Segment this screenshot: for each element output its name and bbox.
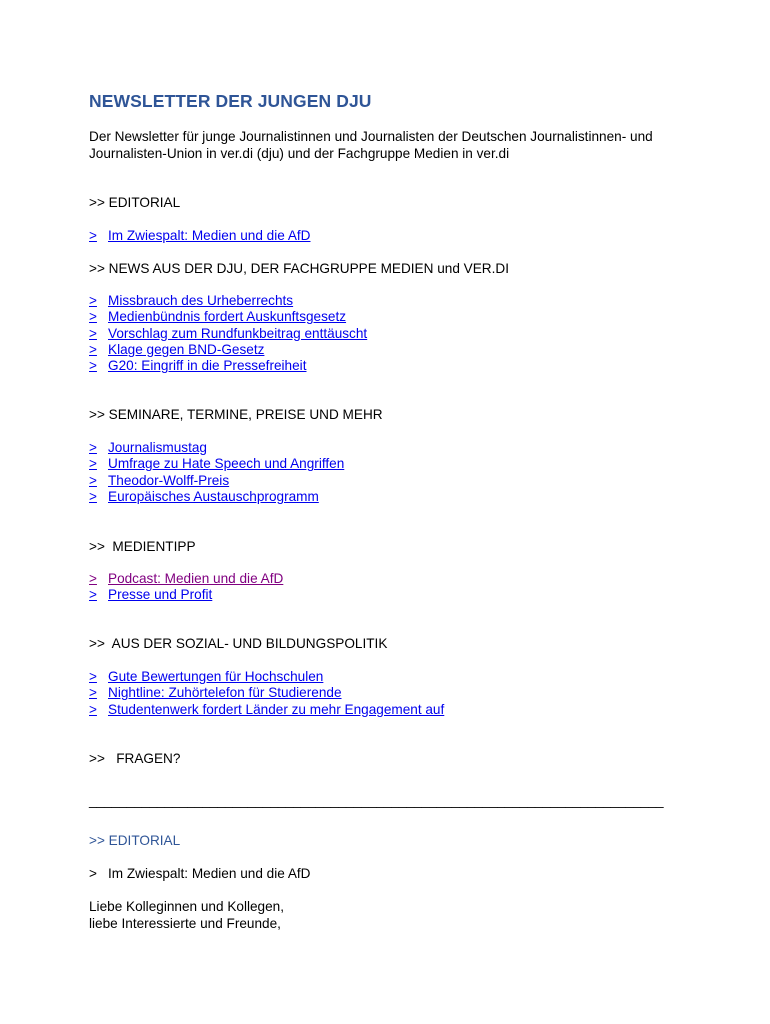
toc-heading-sozial: >> AUS DER SOZIAL- UND BILDUNGSPOLITIK [89, 636, 388, 651]
intro-line-1: Der Newsletter für junge Journalistinnen und Journalisten der Deutschen Journalistinnen- und [89, 129, 653, 144]
toc-link[interactable]: > Gute Bewertungen für Hochschulen [89, 669, 324, 684]
toc-heading-news: >> NEWS AUS DER DJU, DER FACHGRUPPE MEDIEN und VER.DI [89, 261, 509, 276]
toc-links-sozial [89, 669, 444, 718]
divider-line: ____________________________________________________________________________ [89, 793, 664, 808]
section-heading-editorial: >> EDITORIAL [89, 833, 181, 848]
toc-link-visited[interactable]: > Podcast: Medien und die AfD [89, 571, 284, 586]
toc-link[interactable]: > Medienbündnis fordert Auskunftsgesetz [89, 309, 347, 325]
newsletter-title: NEWSLETTER DER JUNGEN DJU [89, 91, 372, 111]
article-subheading: > Im Zwiespalt: Medien und die AfD [89, 866, 311, 881]
toc-link[interactable]: > Missbrauch des Urheberrechts [89, 293, 294, 308]
toc-heading-editorial: >> EDITORIAL [89, 195, 181, 210]
toc-link[interactable]: > Studentenwerk fordert Länder zu mehr Engagement auf [89, 701, 445, 717]
toc-links-seminare [89, 440, 344, 505]
toc-link[interactable]: > Europäisches Austauschprogramm [89, 488, 319, 504]
toc-links-medientipp [89, 571, 283, 604]
toc-link[interactable]: > Journalismustag [89, 440, 207, 455]
toc-heading-fragen: >> FRAGEN? [89, 751, 181, 766]
toc-link[interactable]: > Umfrage zu Hate Speech und Angriffen [89, 456, 345, 472]
toc-link[interactable]: > Presse und Profit [89, 587, 213, 603]
greeting-line-1: Liebe Kolleginnen und Kollegen, [89, 899, 285, 914]
toc-link[interactable]: > G20: Eingriff in die Pressefreiheit [89, 358, 307, 374]
intro-text [89, 128, 689, 162]
toc-links-news [89, 293, 367, 374]
toc-link[interactable]: > Klage gegen BND-Gesetz [89, 341, 265, 357]
toc-link[interactable]: > Theodor-Wolff-Preis [89, 472, 230, 488]
toc-link[interactable]: > Im Zwiespalt: Medien und die AfD [89, 228, 311, 243]
greeting-line-2: liebe Interessierte und Freunde, [89, 916, 281, 931]
editorial-greeting [89, 898, 284, 932]
toc-links-editorial [89, 228, 311, 244]
intro-line-2: Journalisten-Union in ver.di (dju) und der Fachgruppe Medien in ver.di [89, 146, 510, 161]
toc-link[interactable]: > Nightline: Zuhörtelefon für Studierende [89, 685, 342, 701]
toc-heading-seminare: >> SEMINARE, TERMINE, PREISE UND MEHR [89, 407, 383, 422]
toc-link[interactable]: > Vorschlag zum Rundfunkbeitrag enttäuscht [89, 325, 368, 341]
toc-heading-medientipp: >> MEDIENTIPP [89, 539, 196, 554]
